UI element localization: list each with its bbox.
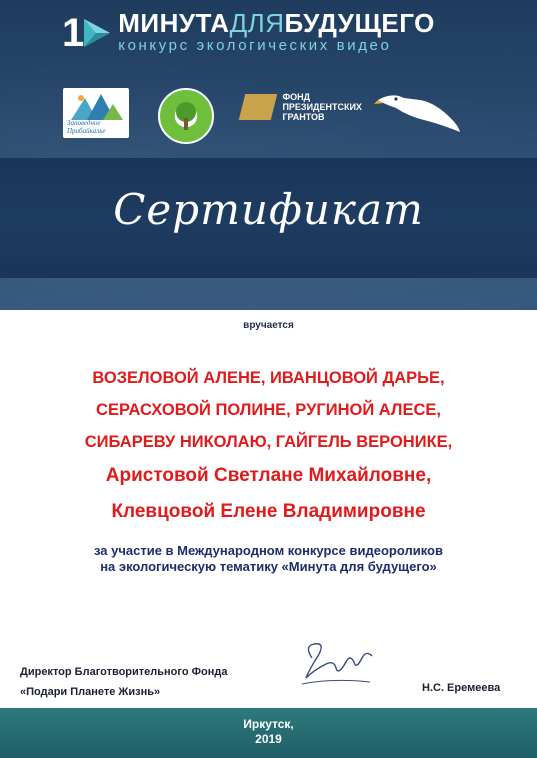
names-line-3: СИБАРЕВУ НИКОЛАЮ, ГАЙГЕЛЬ ВЕРОНИКЕ,	[84, 433, 453, 451]
handwritten-signature	[292, 638, 382, 693]
signer-position: Директор Благотворительного Фонда «Подари Планете Жизнь»	[20, 666, 228, 698]
partner1-label: Заповедное Прибайкалье	[67, 119, 106, 135]
names-line-2: СЕРАСХОВОЙ ПОЛИНЕ, РУГИНОЙ АЛЕСЕ,	[96, 401, 441, 419]
recipient-names	[0, 362, 537, 530]
names-line-1: ВОЗЕЛОВОЙ АЛЕНЕ, ИВАНЦОВОЙ ДАРЬЕ,	[92, 369, 445, 387]
grants-mark-icon	[239, 94, 277, 120]
award-text: вручается	[243, 320, 294, 331]
certificate-title: Сертификат	[113, 185, 424, 234]
logo-subtitle: конкурс экологических видео	[118, 37, 392, 54]
names-line-5: Клевцовой Елене Владимировне	[111, 501, 426, 522]
logo-number: 1	[62, 10, 85, 55]
names-line-4: Аристовой Светлане Михайловне,	[105, 465, 432, 486]
footer-city-year: Иркутск, 2019	[243, 717, 294, 746]
partner-logo-round-eco	[158, 88, 214, 144]
tree-icon	[160, 90, 212, 142]
logo-title: МИНУТАДЛЯБУДУЩЕГО	[118, 8, 435, 38]
pelican-icon	[374, 90, 464, 134]
certificate-header	[0, 0, 537, 310]
participation-text: за участие в Международном конкурсе видеороликов на экологическую тематику «Минута для будущего»	[93, 543, 443, 574]
partner-logos	[0, 88, 537, 138]
partner-logo-pribaikalye	[63, 88, 129, 138]
play-triangle-icon	[82, 17, 112, 49]
partner-logo-president-grants: ФОНД ПРЕЗИДЕНТСКИХ ГРАНТОВ	[242, 92, 362, 122]
signer-name: Н.С. Еремеева	[422, 682, 501, 694]
contest-logo	[62, 10, 435, 55]
